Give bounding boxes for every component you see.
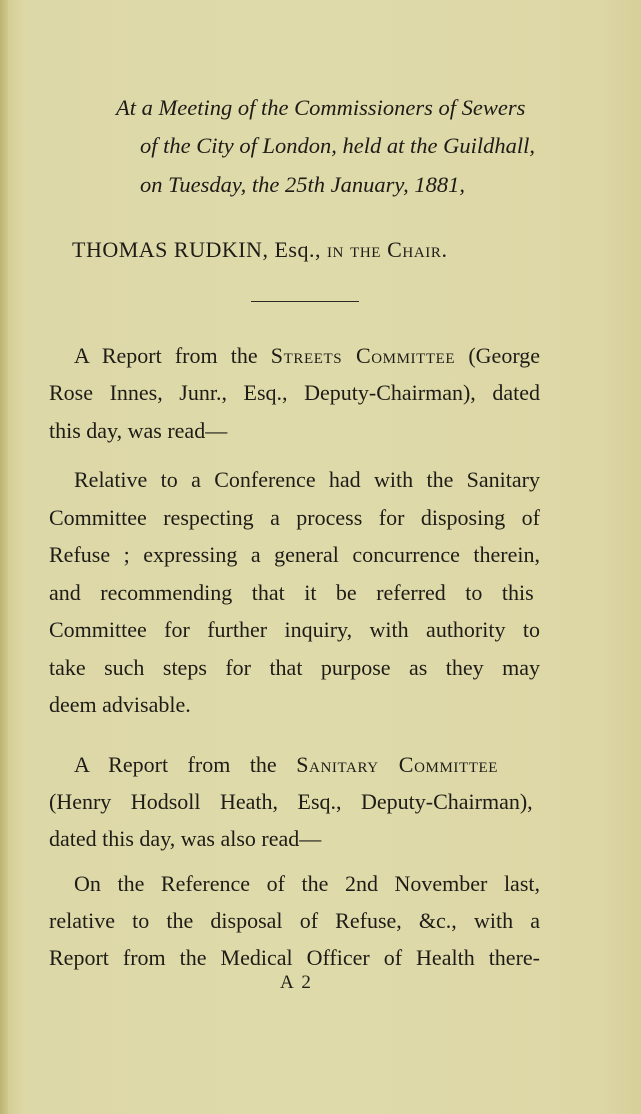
paragraph-4-line-1: On the Reference of the 2nd November last, [74,871,540,896]
sanitary-committee-name: Sanitary Committee [296,752,499,777]
paragraph-2-line-2: Committee respecting a process for disposing of [49,505,540,530]
paragraph-2-line-4: and recommending that it be referred to this [49,580,534,605]
paragraph-3-line-1 [74,752,498,778]
meeting-heading-line-1: At a Meeting of the Commissioners of Sewers [116,95,526,120]
paragraph-3-intro: A Report from the [74,752,277,777]
paragraph-4-line-2: relative to the disposal of Refuse, &c., with a [49,908,540,933]
section-divider [251,301,359,302]
paragraph-2-line-5: Committee for further inquiry, with authority to [49,617,540,642]
paragraph-1-intro: A Report from the [74,343,258,368]
signature-mark: A 2 [280,972,313,993]
paragraph-2-line-3: Refuse ; expressing a general concurrence therein, [49,542,540,567]
paragraph-1-line-3: this day, was read— [49,418,228,443]
paragraph-1-line-1 [74,343,540,369]
page-spine-shadow [0,0,8,1114]
paragraph-2-line-6: take such steps for that purpose as they may [49,655,540,680]
paragraph-1-tail: (George [468,343,541,368]
paragraph-3-line-2: (Henry Hodsoll Heath, Esq., Deputy-Chairman), [49,789,533,814]
chair-suffix: in the Chair. [326,237,448,262]
chairman-name: THOMAS RUDKIN, Esq., [72,237,321,262]
chair-line [72,237,448,263]
meeting-heading-line-3: on Tuesday, the 25th January, 1881, [140,172,465,197]
paragraph-1-line-2: Rose Innes, Junr., Esq., Deputy-Chairman), dated [49,380,540,405]
paragraph-3-line-3: dated this day, was also read— [49,826,322,851]
paragraph-2-line-7: deem advisable. [49,692,191,717]
meeting-heading-line-2: of the City of London, held at the Guildhall, [140,133,535,158]
streets-committee-name: Streets Committee [270,343,456,368]
paragraph-2-line-1: Relative to a Conference had with the Sanitary [74,467,540,492]
paragraph-4-line-3: Report from the Medical Officer of Health there- [49,945,540,970]
